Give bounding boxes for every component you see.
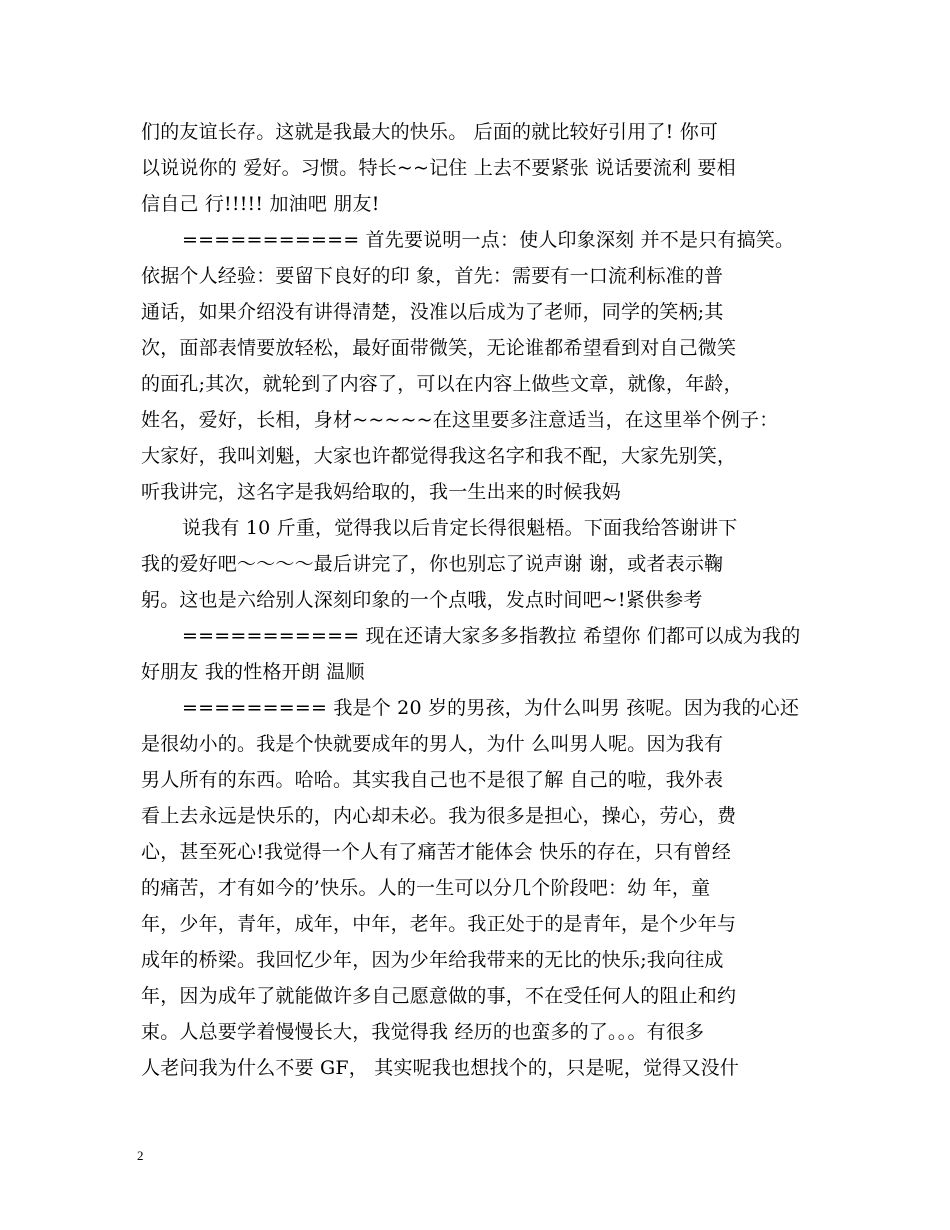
text-line: 们的友谊长存。这就是我最大的快乐。 后面的就比较好引用了! 你可 xyxy=(141,121,719,143)
text-line: 束。人总要学着慢慢长大，我觉得我 经历的也蛮多的了。。。有很多 xyxy=(141,1021,705,1043)
text-line: =========== 首先要说明一点：使人印象深刻 并不是只有搞笑。 xyxy=(182,229,795,251)
text-line: 年，少年，青年，成年，中年，老年。我正处于的是青年，是个少年与 xyxy=(141,913,737,935)
text-line: 我的爱好吧～～～～最后讲完了，你也别忘了说声谢 谢，或者表示鞠 xyxy=(141,553,724,575)
text-line: 姓名，爱好，长相，身材~~~~~在这里要多注意适当，在这里举个例子： xyxy=(141,409,779,431)
body-text xyxy=(141,114,821,1086)
text-line: 是很幼小的。我是个快就要成年的男人，为什 么叫男人呢。因为我有 xyxy=(141,733,724,755)
text-line: 年，因为成年了就能做许多自己愿意做的事，不在受任何人的阻止和约 xyxy=(141,985,737,1007)
text-line: 成年的桥梁。我回忆少年，因为少年给我带来的无比的快乐;我向往成 xyxy=(141,949,724,971)
text-line: 的痛苦，才有如今的’快乐。人的一生可以分几个阶段吧：幼 年，童 xyxy=(141,877,711,899)
text-line: 信自己 行!!!!! 加油吧 朋友! xyxy=(141,193,380,215)
text-line: =========== 现在还请大家多多指教拉 希望你 们都可以成为我的 xyxy=(182,625,801,647)
text-line: 以说说你的 爱好。习惯。特长~~记住 上去不要紧张 说话要流利 要相 xyxy=(141,157,736,179)
text-line: 说我有 10 斤重，觉得我以后肯定长得很魁梧。下面我给答谢讲下 xyxy=(182,517,738,539)
text-line: ========= 我是个 20 岁的男孩，为什么叫男 孩呢。因为我的心还 xyxy=(182,697,800,719)
text-line: 通话，如果介绍没有讲得清楚，没准以后成为了老师，同学的笑柄;其 xyxy=(141,301,724,323)
text-line: 的面孔;其次，就轮到了内容了，可以在内容上做些文章，就像，年龄， xyxy=(141,373,743,395)
text-line: 看上去永远是快乐的，内心却未必。我为很多是担心，操心，劳心，费 xyxy=(141,805,737,827)
text-line: 心，甚至死心!我觉得一个人有了痛苦才能体会 快乐的存在，只有曾经 xyxy=(141,841,732,863)
text-line: 人老问我为什么不要 GF， 其实呢我也想找个的，只是呢，觉得又没什 xyxy=(141,1057,740,1079)
page-number: 2 xyxy=(137,1148,144,1163)
text-line: 男人所有的东西。哈哈。其实我自己也不是很了解 自己的啦，我外表 xyxy=(141,769,724,791)
text-line: 大家好，我叫刘魁，大家也许都觉得我这名字和我不配，大家先别笑， xyxy=(141,445,737,467)
text-line: 次，面部表情要放轻松，最好面带微笑，无论谁都希望看到对自己微笑 xyxy=(141,337,737,359)
text-line: 躬。这也是六给别人深刻印象的一个点哦，发点时间吧~!紧供参考 xyxy=(141,589,703,611)
text-line: 听我讲完，这名字是我妈给取的，我一生出来的时候我妈 xyxy=(141,481,622,503)
text-line: 依据个人经验：要留下良好的印 象，首先：需要有一口流利标准的普 xyxy=(141,265,724,287)
text-line: 好朋友 我的性格开朗 温顺 xyxy=(141,661,365,683)
